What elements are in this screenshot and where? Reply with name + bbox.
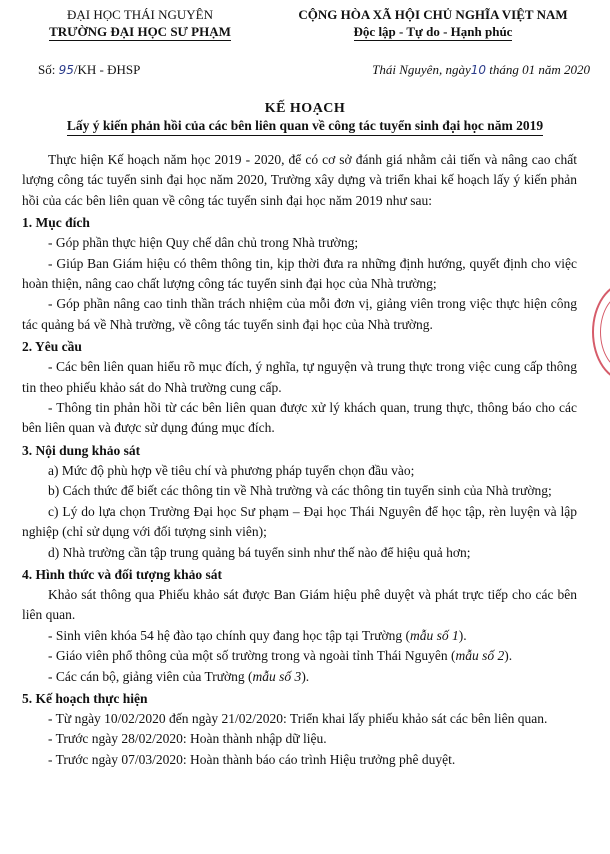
list-item: - Giúp Ban Giám hiệu có thêm thông tin, kịp thời đưa ra những định hướng, quyết định cho việc hoàn thiện, nâng cao chất lượng công tác tuyển sinh đại học của Nhà trường;	[22, 255, 577, 292]
list-item: c) Lý do lựa chọn Trường Đại học Sư phạm – Đại học Thái Nguyên để học tập, rèn luyện và lập nghiệp (chỉ sử dụng với đối tượng sinh viên);	[22, 503, 577, 540]
list-item: b) Cách thức để biết các thông tin về Nhà trường và các thông tin tuyển sinh của Nhà trường;	[48, 483, 552, 499]
list-item: - Trước ngày 28/02/2020: Hoàn thành nhập dữ liệu.	[48, 731, 327, 747]
list-item: - Các cán bộ, giảng viên của Trường (mẫu số 3).	[48, 668, 310, 684]
list-item: - Từ ngày 10/02/2020 đến ngày 21/02/2020: Triển khai lấy phiếu khảo sát các bên liên quan.	[48, 710, 548, 726]
school-name: TRƯỜNG ĐẠI HỌC SƯ PHẠM	[49, 24, 231, 39]
national-title: CỘNG HÒA XÃ HỘI CHỦ NGHĨA VIỆT NAM	[298, 7, 568, 22]
section-intro: Khảo sát thông qua Phiếu khảo sát được Ban Giám hiệu phê duyệt và phát trực tiếp cho các bên liên quan.	[22, 586, 577, 623]
section-heading: 5. Kế hoạch thực hiện	[22, 690, 148, 706]
list-item: a) Mức độ phù hợp về tiêu chí và phương pháp tuyển chọn đầu vào;	[48, 462, 415, 478]
section-heading: 3. Nội dung khảo sát	[22, 442, 141, 458]
list-item: - Thông tin phản hồi từ các bên liên quan được xử lý khách quan, trung thực, thông báo cho các bên liên quan và được sử dụng đúng mục đích.	[22, 400, 577, 436]
issuer-header	[20, 6, 260, 41]
document-body	[22, 150, 577, 770]
document-number: Số: 95/KH - ĐHSP	[38, 62, 141, 77]
list-item: - Giáo viên phổ thông của một số trường trong và ngoài tỉnh Thái Nguyên (mẫu số 2).	[48, 648, 513, 664]
list-item: - Góp phần nâng cao tinh thần trách nhiệm của mỗi đơn vị, giảng viên trong việc thực hiện công tác quảng bá về Nhà trường, về công tác tuyển sinh đại học của Nhà trường.	[22, 296, 577, 332]
list-item: - Sinh viên khóa 54 hệ đào tạo chính quy đang học tập tại Trường (mẫu số 1).	[48, 627, 467, 643]
list-item: - Góp phần thực hiện Quy chế dân chủ trong Nhà trường;	[48, 235, 359, 251]
handwritten-day: 10	[470, 63, 486, 77]
section-heading: 1. Mục đích	[22, 215, 90, 231]
list-item: - Trước ngày 07/03/2020: Hoàn thành báo cáo trình Hiệu trưởng phê duyệt.	[48, 751, 456, 767]
national-header	[268, 6, 598, 41]
section-heading: 4. Hình thức và đối tượng khảo sát	[22, 566, 222, 582]
section-heading: 2. Yêu cầu	[22, 339, 82, 355]
university-name: ĐẠI HỌC THÁI NGUYÊN	[67, 7, 213, 22]
list-item: - Các bên liên quan hiểu rõ mục đích, ý nghĩa, tự nguyện và trung thực trong việc cung cấp thông tin theo phiếu khảo sát do Nhà trường cung cấp.	[22, 359, 577, 395]
handwritten-number: 95	[58, 63, 74, 77]
list-item: d) Nhà trường cần tập trung quảng bá tuyển sinh như thế nào để hiệu quả hơn;	[48, 544, 471, 560]
document-title: KẾ HOẠCH	[264, 101, 346, 116]
intro-paragraph: Thực hiện Kế hoạch năm học 2019 - 2020, để có cơ sở đánh giá nhằm cải tiến và nâng cao chất lượng công tác tuyển sinh đại học năm 2020, Trường xây dựng và triển khai kế hoạch lấy ý kiến phản hồi của các bên liên quan về công tác tuyển sinh đại học năm 2019 như sau:	[22, 152, 577, 208]
national-motto: Độc lập - Tự do - Hạnh phúc	[353, 24, 513, 39]
date-line: Thái Nguyên, ngày10 tháng 01 năm 2020	[372, 62, 590, 77]
document-subtitle: Lấy ý kiến phản hồi của các bên liên quan về công tác tuyển sinh đại học năm 2019	[0, 118, 610, 136]
